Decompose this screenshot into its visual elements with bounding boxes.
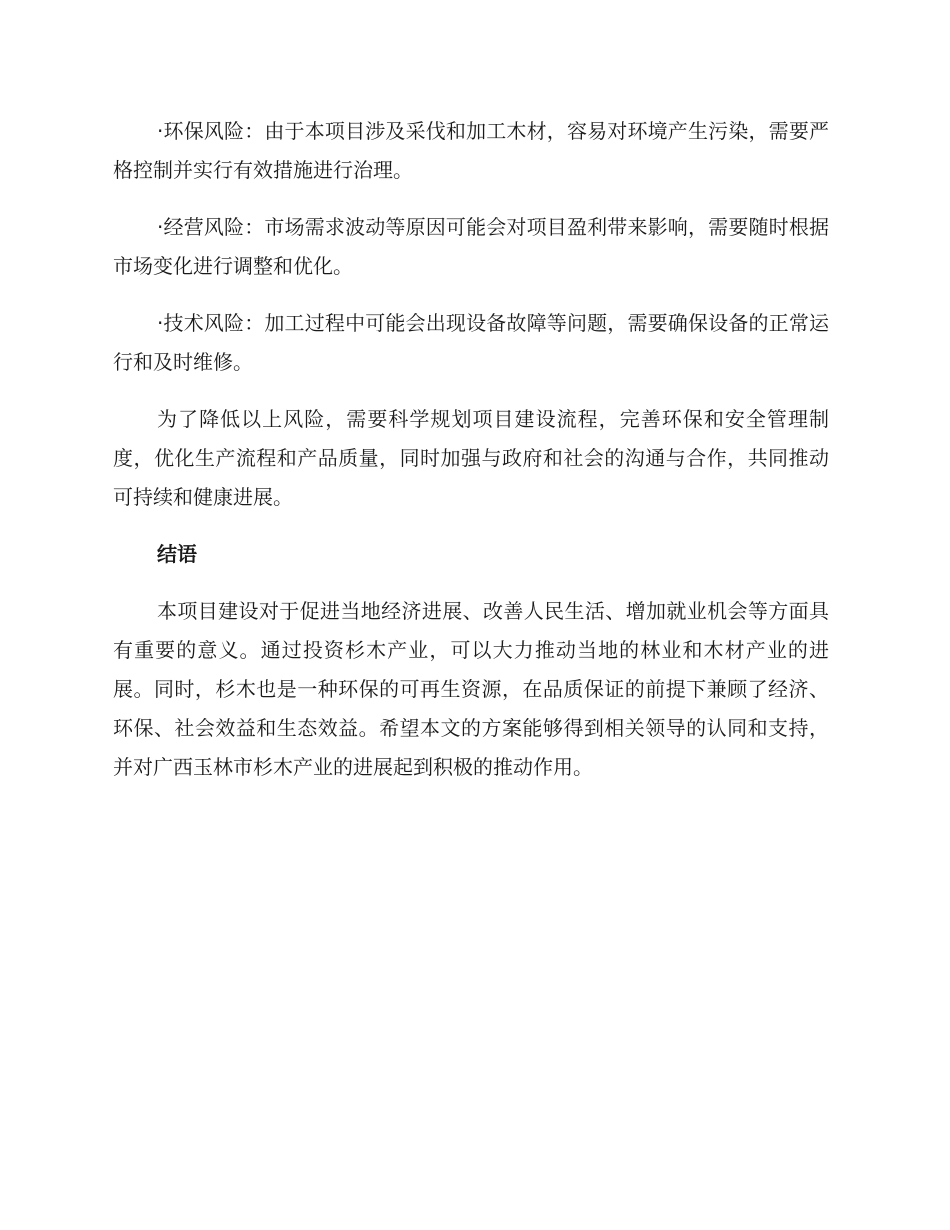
conclusion-paragraph: 本项目建设对于促进当地经济进展、改善人民生活、增加就业机会等方面具有重要的意义。通过投资杉木产业，可以大力推动当地的林业和木材产业的进展。同时，杉木也是一种环保的可再生资源，在品质保证的前提下兼顾了经济、环保、社会效益和生态效益。希望本文的方案能够得到相关领导的认同和支持，并对广西玉林市杉木产业的进展起到积极的推动作用。 xyxy=(113,599,829,779)
risk-item-operational: ·经营风险：市场需求波动等原因可能会对项目盈利带来影响，需要随时根据市场变化进行调整和优化。 xyxy=(113,215,829,278)
risk-item-environmental: ·环保风险：由于本项目涉及采伐和加工木材，容易对环境产生污染，需要严格控制并实行有效措施进行治理。 xyxy=(113,119,829,182)
document-body xyxy=(113,112,829,805)
risk-mitigation-paragraph: 为了降低以上风险，需要科学规划项目建设流程，完善环保和安全管理制度，优化生产流程和产品质量，同时加强与政府和社会的沟通与合作，共同推动可持续和健康进展。 xyxy=(113,407,829,509)
risk-item-technical: ·技术风险：加工过程中可能会出现设备故障等问题，需要确保设备的正常运行和及时维修。 xyxy=(113,311,829,374)
section-heading: 结语 xyxy=(157,542,197,566)
